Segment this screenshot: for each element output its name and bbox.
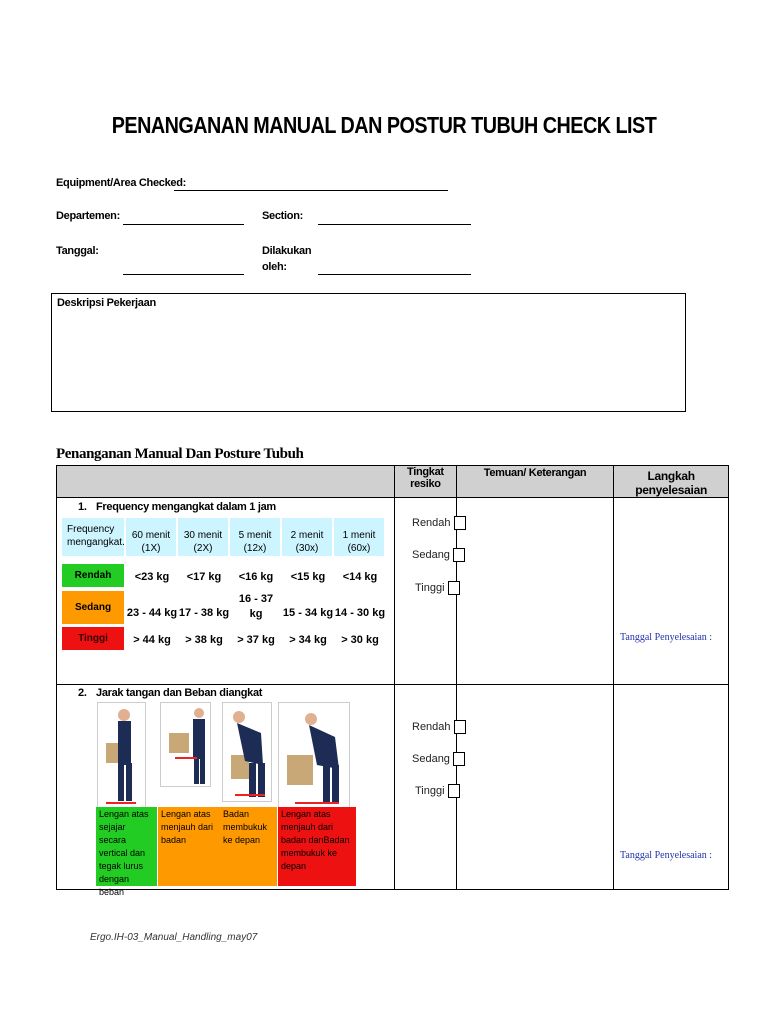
risk-label: Tinggi: [415, 785, 445, 797]
sedang-checkbox[interactable]: [453, 548, 465, 562]
sedang-checkbox[interactable]: [453, 752, 465, 766]
worker-arms-extended-icon: [161, 703, 210, 786]
weight-limit-value: 15 - 34 kg: [282, 607, 334, 619]
departemen-label: Departemen:: [56, 210, 120, 222]
header-temuan: [456, 466, 613, 498]
posture-desc-1: Lengan atas sejajar secara vertical dan tegak lurus dengan beban: [96, 807, 157, 886]
tanggal-field[interactable]: [123, 274, 244, 275]
item2-risk-rendah: [412, 720, 466, 734]
worker-bending-reaching-icon: [279, 703, 349, 807]
weight-limit-value: > 37 kg: [237, 634, 275, 646]
weight-limit-value: <23 kg: [134, 571, 170, 583]
tanggal-label: Tanggal:: [56, 245, 99, 257]
item1-tanggal-penyelesaian: Tanggal Penyelesaian :: [620, 632, 713, 643]
weight-limit-value: > 44 kg: [133, 634, 171, 646]
freq-column-interval: 5 menit: [238, 530, 272, 541]
weight-limit-value: 16 - 37 kg: [238, 593, 274, 620]
item2-risk-sedang: [412, 752, 465, 766]
dilakukan-label-1: Dilakukan: [262, 245, 312, 257]
posture-photo-4: [278, 702, 350, 808]
worker-bending-icon: [223, 703, 271, 801]
freq-column-count: (60x): [347, 543, 371, 554]
weight-limit-value: <16 kg: [238, 571, 274, 583]
table-header-row: [57, 466, 729, 498]
risk-label: Sedang: [412, 549, 450, 561]
item2-number: 2.: [78, 687, 87, 699]
freq-column-interval: 1 menit: [342, 530, 376, 541]
weight-limit-value: > 30 kg: [341, 634, 379, 646]
posture-desc-2: Lengan atas menjauh dari badan: [158, 807, 220, 886]
posture-photo-1: [97, 702, 146, 808]
freq-column-count: (1X): [141, 543, 161, 554]
dilakukan-label-2: oleh:: [262, 261, 287, 273]
section-title: Penanganan Manual Dan Posture Tubuh: [56, 446, 304, 462]
weight-limit-value: 14 - 30 kg: [334, 607, 386, 619]
freq-column-header: [230, 518, 280, 556]
page-title: PENANGANAN MANUAL DAN POSTUR TUBUH CHECK LIST: [111, 112, 657, 138]
item2-risk-tinggi: [415, 784, 460, 798]
freq-label-cell: [62, 518, 124, 556]
worker-upright-icon: [98, 703, 145, 807]
risk-label: Sedang: [412, 753, 450, 765]
section-field[interactable]: [318, 224, 471, 225]
header-temuan-label: Temuan/ Keterangan: [483, 467, 587, 479]
weight-limit-value: <17 kg: [186, 571, 222, 583]
rendah-checkbox[interactable]: [454, 720, 466, 734]
item1-langkah-cell[interactable]: [614, 498, 729, 685]
freq-column-header: [282, 518, 332, 556]
deskripsi-label: Deskripsi Pekerjaan: [57, 297, 156, 309]
weight-limit-value: <15 kg: [290, 571, 326, 583]
item2-tanggal-penyelesaian: Tanggal Penyelesaian :: [620, 850, 713, 861]
freq-column-count: (30x): [295, 543, 319, 554]
item1-number: 1.: [78, 501, 87, 513]
item2-title: Jarak tangan dan Beban diangkat: [96, 687, 263, 699]
freq-label-1: Frequency: [67, 524, 115, 535]
header-item: [57, 466, 395, 498]
posture-photo-3: [222, 702, 272, 802]
header-tingkat-1: Tingkat: [406, 466, 444, 478]
freq-column-interval: 30 menit: [183, 530, 223, 541]
tinggi-checkbox[interactable]: [448, 784, 460, 798]
dilakukan-field[interactable]: [318, 274, 471, 275]
item2-temuan-cell[interactable]: [456, 685, 613, 890]
weight-limit-value: 17 - 38 kg: [178, 607, 230, 619]
deskripsi-box[interactable]: [51, 293, 686, 412]
header-langkah: [614, 466, 729, 498]
risk-level-badge: Rendah: [62, 564, 124, 587]
freq-label-2: mengangkat.: [67, 537, 125, 548]
freq-column-count: (12x): [243, 543, 267, 554]
departemen-field[interactable]: [123, 224, 244, 225]
section-label: Section:: [262, 210, 303, 222]
header-tingkat-2: resiko: [410, 478, 441, 490]
weight-limit-value: > 34 kg: [289, 634, 327, 646]
item1-title: Frequency mengangkat dalam 1 jam: [96, 501, 276, 513]
rendah-checkbox[interactable]: [454, 516, 466, 530]
freq-column-header: [334, 518, 384, 556]
equipment-field[interactable]: [174, 190, 448, 191]
posture-photo-2: [160, 702, 211, 787]
weight-limit-value: 23 - 44 kg: [126, 607, 178, 619]
freq-column-header: [126, 518, 176, 556]
freq-column-interval: 60 menit: [131, 530, 171, 541]
weight-limit-value: <14 kg: [342, 571, 378, 583]
freq-column-header: [178, 518, 228, 556]
tinggi-checkbox[interactable]: [448, 581, 460, 595]
equipment-label: Equipment/Area Checked:: [56, 177, 187, 189]
risk-level-badge: Sedang: [62, 591, 124, 624]
item1-risk-rendah: [412, 516, 466, 530]
freq-column-interval: 2 menit: [290, 530, 324, 541]
item1-risk-tinggi: [415, 581, 460, 595]
risk-label: Rendah: [412, 517, 451, 529]
item1-risk-sedang: [412, 548, 465, 562]
posture-desc-4: Lengan atas menjauh dari badan danBadan membukuk ke depan: [278, 807, 356, 886]
item1-temuan-cell[interactable]: [456, 498, 613, 685]
freq-column-count: (2X): [193, 543, 213, 554]
header-tingkat: [394, 466, 456, 498]
header-langkah-label: Langkah penyelesaian: [635, 469, 707, 497]
posture-desc-3: Badan membukuk ke depan: [220, 807, 277, 886]
risk-label: Tinggi: [415, 582, 445, 594]
footer-doc-code: Ergo.IH-03_Manual_Handling_may07: [90, 932, 258, 943]
risk-level-badge: Tinggi: [62, 627, 124, 650]
weight-limit-value: > 38 kg: [185, 634, 223, 646]
risk-label: Rendah: [412, 721, 451, 733]
